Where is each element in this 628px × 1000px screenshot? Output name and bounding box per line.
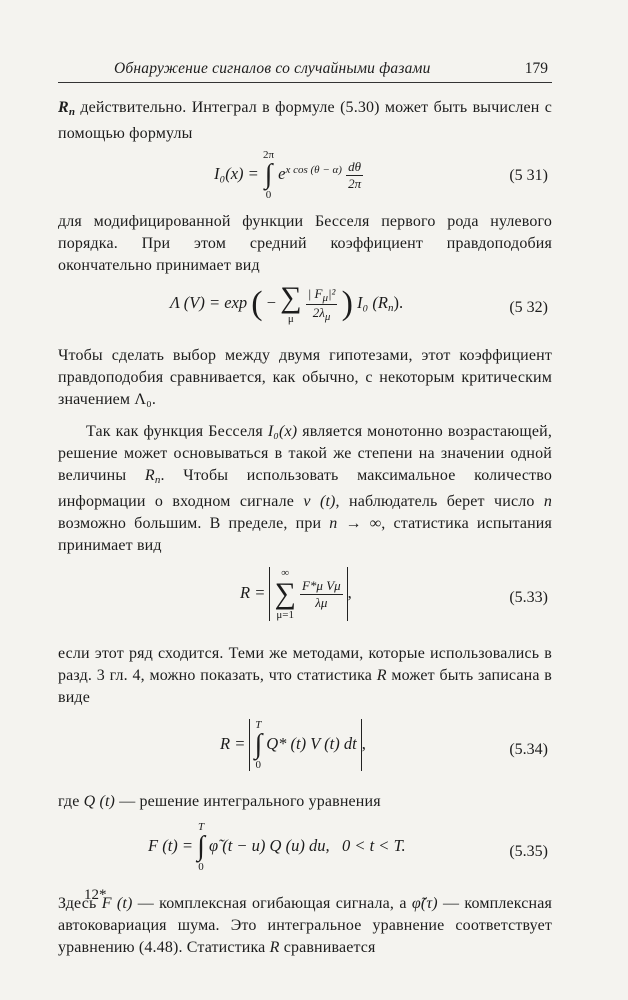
paragraph-1: $R_n$ действительно. Интеграл в формуле (5.30) может быть вычислен с помощью формулы <box>58 99 552 142</box>
absolute-value: T ∫ 0 Q* (t) V (t) dt <box>249 719 361 771</box>
sum-sign: ∞ ∑ μ=1 <box>274 567 296 621</box>
equation-5-32: Λ (V) = exp ( − ∑ μ $\frac{| F_\mu|^2}{2\lambda_\mu}$ ) I₀ $(R_n)$. (5 32) <box>170 281 548 325</box>
signature-mark: 12* <box>84 887 107 903</box>
equation-number: (5 32) <box>509 299 548 316</box>
paragraph-6: где Q (t) — решение интегрального уравнения <box>58 793 381 810</box>
equation-number: (5.34) <box>509 741 548 758</box>
chapter-title: Обнаружение сигналов со случайными фазами <box>114 60 431 77</box>
page <box>58 60 552 959</box>
paragraph-7: Здесь F (t) — комплексная огибающая сигнала, а φ̃(τ) — комплексная автоковариация шума. Это интегральное уравнение соответствует уравнению (4.48). Статистика R сравнивается <box>58 895 552 956</box>
integral-sign: 2π ∫ 0 <box>262 149 274 201</box>
fraction: $\frac{d\theta}{2\pi}$ <box>348 158 362 191</box>
paragraph-5: если этот ряд сходится. Теми же методами, которые использовались в разд. 3 гл. 4, можно показать, что статистика R может быть записана в виде <box>58 645 552 706</box>
sum-sign: ∑ μ <box>280 281 302 325</box>
page-number: 179 <box>524 60 548 77</box>
equation-5-31: I₀(x) = 2π ∫ 0 $e^{x cos (\theta - \alpha)}$ $\frac{d\theta}{2\pi}$ (5 31) <box>214 149 548 201</box>
equation-number: (5.33) <box>509 589 548 606</box>
paragraph-4: Так как функция Бесселя I₀(x) является монотонно возрастающей, решение может основываться в такой же степени на значении одной величины $R_n$. Чтобы использовать максимальное количество информации о входном сигнале v (t), наблюдатель берет число n возможно большим. В пределе, при n → ∞, статистика испытания принимает вид <box>58 423 553 554</box>
equation-number: (5.35) <box>509 843 548 860</box>
equation-5-35: F (t) = T ∫ 0 φ̃ (t − u) Q (u) du, 0 < t < T. (5.35) <box>148 821 548 873</box>
fraction: $\frac{| F_\mu|^2}{2\lambda_\mu}$ <box>307 285 336 323</box>
paragraph-3: Чтобы сделать выбор между двумя гипотезами, этот коэффициент правдоподобия сравнивается, как обычно, с некоторым критическим значением Λ₀. <box>58 347 552 408</box>
equation-5-33: R = ∞ ∑ μ=1 $\frac{\text{F*μ Vμ}}{\lambda\mu}$ , (5.33) <box>240 567 548 621</box>
paragraph-2: для модифицированной функции Бесселя первого рода нулевого порядка. При этом средний коэффициент правдоподобия окончательно принимает вид <box>58 213 552 274</box>
fraction: $\frac{\text{F*μ Vμ}}{\lambda\mu}$ <box>301 577 341 610</box>
running-header <box>58 60 552 83</box>
absolute-value <box>269 567 347 621</box>
integral-sign: T ∫ 0 <box>197 821 205 873</box>
integral-sign: T ∫ 0 <box>254 719 263 771</box>
equation-number: (5 31) <box>509 167 548 184</box>
equation-5-34: R = T ∫ 0 Q* (t) V (t) dt , (5.34) <box>220 719 548 771</box>
